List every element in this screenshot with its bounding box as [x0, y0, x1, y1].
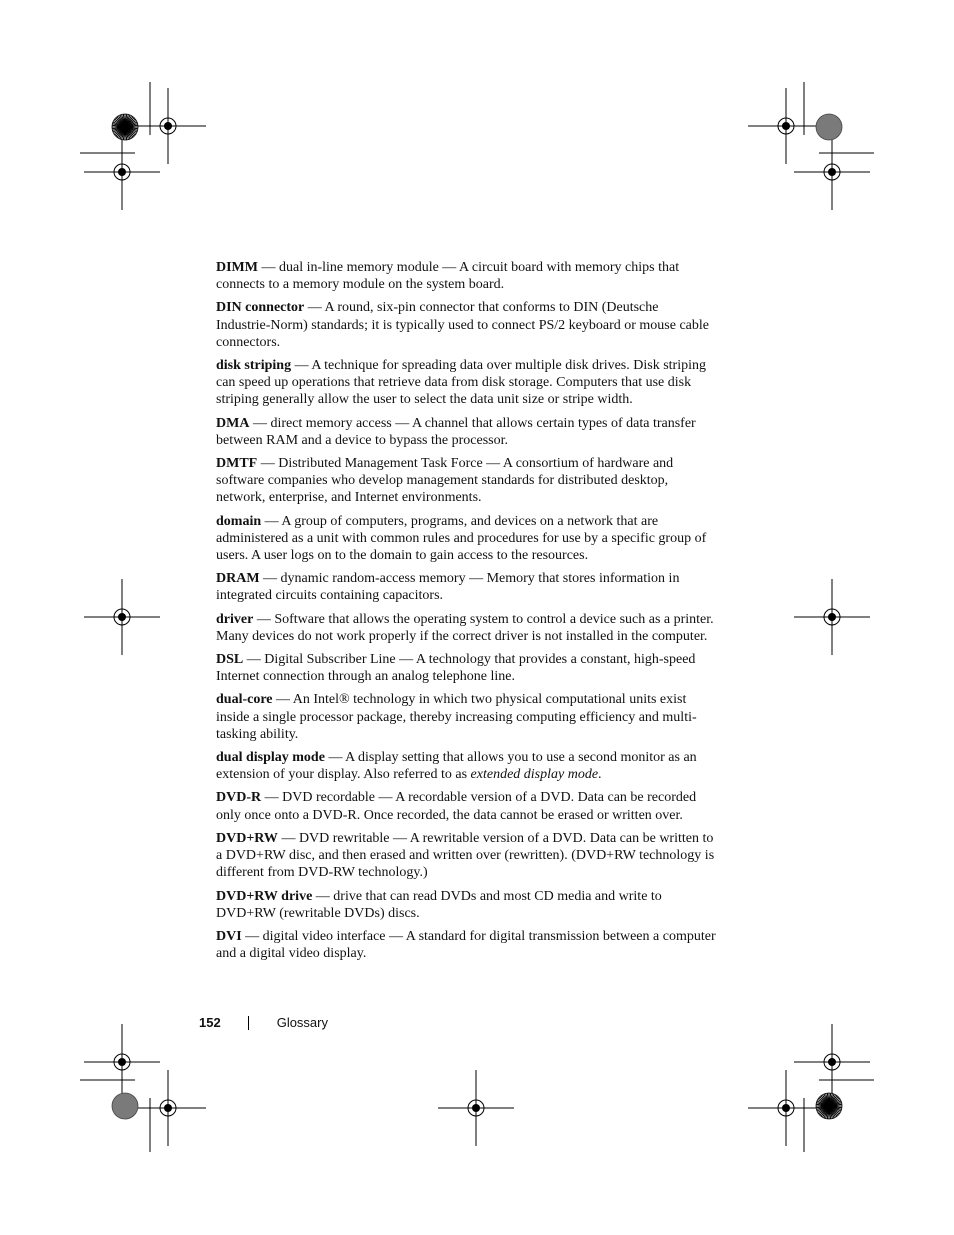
glossary-term: driver [216, 611, 254, 627]
glossary-entries [216, 259, 716, 968]
glossary-term: DMA [216, 415, 250, 431]
color-target-mark [112, 1093, 138, 1119]
glossary-definition: — digital video interface — A standard for digital transmission between a computer and a digital video display. [216, 928, 716, 962]
registration-mark-center [164, 1104, 172, 1112]
glossary-definition: — Distributed Management Task Force — A consortium of hardware and software companies who develop management standards for distributed desktop, network, enterprise, and Internet environments. [216, 456, 674, 506]
glossary-term: DIMM [216, 260, 258, 275]
registration-mark-center [828, 168, 836, 176]
footer-separator [248, 1016, 249, 1030]
glossary-entry [216, 415, 716, 449]
glossary-entry [216, 455, 716, 507]
glossary-definition: — drive that can read DVDs and most CD media and write to DVD+RW (rewritable DVDs) discs. [216, 888, 662, 921]
page-footer [199, 1015, 328, 1030]
glossary-entry [216, 611, 716, 645]
glossary-term: DVI [216, 928, 242, 944]
page-number: 152 [199, 1015, 221, 1030]
glossary-term: DRAM [216, 571, 260, 587]
glossary-entry [216, 789, 716, 823]
glossary-definition: — A display setting that allows you to use a second monitor as an extension of your display. Also referred to as [216, 750, 697, 783]
registration-mark-center [472, 1104, 480, 1112]
glossary-definition: — Digital Subscriber Line — A technology that provides a constant, high-speed Internet connection through an analog telephone line. [216, 652, 696, 685]
glossary-term: DVD+RW drive [216, 888, 313, 904]
registration-mark-center [828, 1058, 836, 1066]
glossary-definition: — A group of computers, programs, and devices on a network that are administered as a unit with common rules and procedures for use by a specific group of users. A user logs on to the domain to gain access to the resources. [216, 513, 707, 564]
glossary-term: DIN connector [216, 300, 305, 316]
glossary-definition: — A technique for spreading data over multiple disk drives. Disk striping can speed up operations that retrieve data from disk storage. Computers that use disk striping generally allow the user to select the data unit size or stripe width. [216, 358, 706, 408]
footer-section-title: Glossary [276, 1015, 328, 1030]
glossary-entry [216, 259, 716, 293]
registration-mark-center [828, 613, 836, 621]
glossary-term: DSL [216, 652, 244, 668]
glossary-entry [216, 651, 716, 685]
glossary-term: disk striping [216, 358, 292, 374]
glossary-entry [216, 513, 716, 565]
registration-mark-center [118, 168, 126, 176]
glossary-definition: — direct memory access — A channel that allows certain types of data transfer between RAM and a device to bypass the processor. [216, 415, 696, 448]
glossary-term: DVD+RW [216, 830, 278, 846]
glossary-entry [216, 928, 716, 962]
glossary-definition: — dual in-line memory module — A circuit board with memory chips that connects to a memory module on the system board. [216, 260, 680, 293]
registration-mark-center [118, 1058, 126, 1066]
registration-mark-center [118, 613, 126, 621]
glossary-definition: — dynamic random-access memory — Memory that stores information in integrated circuits containing capacitors. [216, 571, 680, 604]
glossary-definition: — DVD recordable — A recordable version of a DVD. Data can be recorded only once onto a DVD-R. Once recorded, the data cannot be erased or written over. [216, 790, 697, 823]
registration-mark-center [164, 122, 172, 130]
glossary-definition: — Software that allows the operating system to control a device such as a printer. Many devices do not work properly if the correct driver is not installed in the computer. [216, 611, 714, 644]
glossary-definition-italic: extended display mode [470, 767, 599, 783]
glossary-entry [216, 299, 716, 351]
glossary-definition: — DVD rewritable — A rewritable version of a DVD. Data can be written to a DVD+RW disc, and then erased and written over (rewritten). (DVD+RW technology is different from DVD-RW technology.) [216, 830, 715, 881]
glossary-term: dual display mode [216, 750, 325, 766]
glossary-term: domain [216, 513, 262, 529]
color-target-mark [816, 114, 842, 140]
glossary-entry [216, 888, 716, 922]
glossary-entry [216, 570, 716, 604]
glossary-term: dual-core [216, 692, 273, 708]
registration-mark-center [782, 1104, 790, 1112]
glossary-entry [216, 357, 716, 409]
glossary-term: DMTF [216, 456, 258, 472]
glossary-term: DVD-R [216, 790, 262, 806]
glossary-entry [216, 830, 716, 882]
glossary-definition-tail: . [598, 767, 602, 783]
glossary-entry [216, 691, 716, 743]
glossary-definition: — An Intel® technology in which two physical computational units exist inside a single processor package, thereby increasing computing efficiency and multi-tasking ability. [216, 692, 697, 742]
glossary-definition: — A round, six-pin connector that conforms to DIN (Deutsche Industrie-Norm) standards; it is typically used to connect PS/2 keyboard or mouse cable connectors. [216, 300, 710, 350]
registration-mark-center [782, 122, 790, 130]
glossary-entry [216, 749, 716, 783]
